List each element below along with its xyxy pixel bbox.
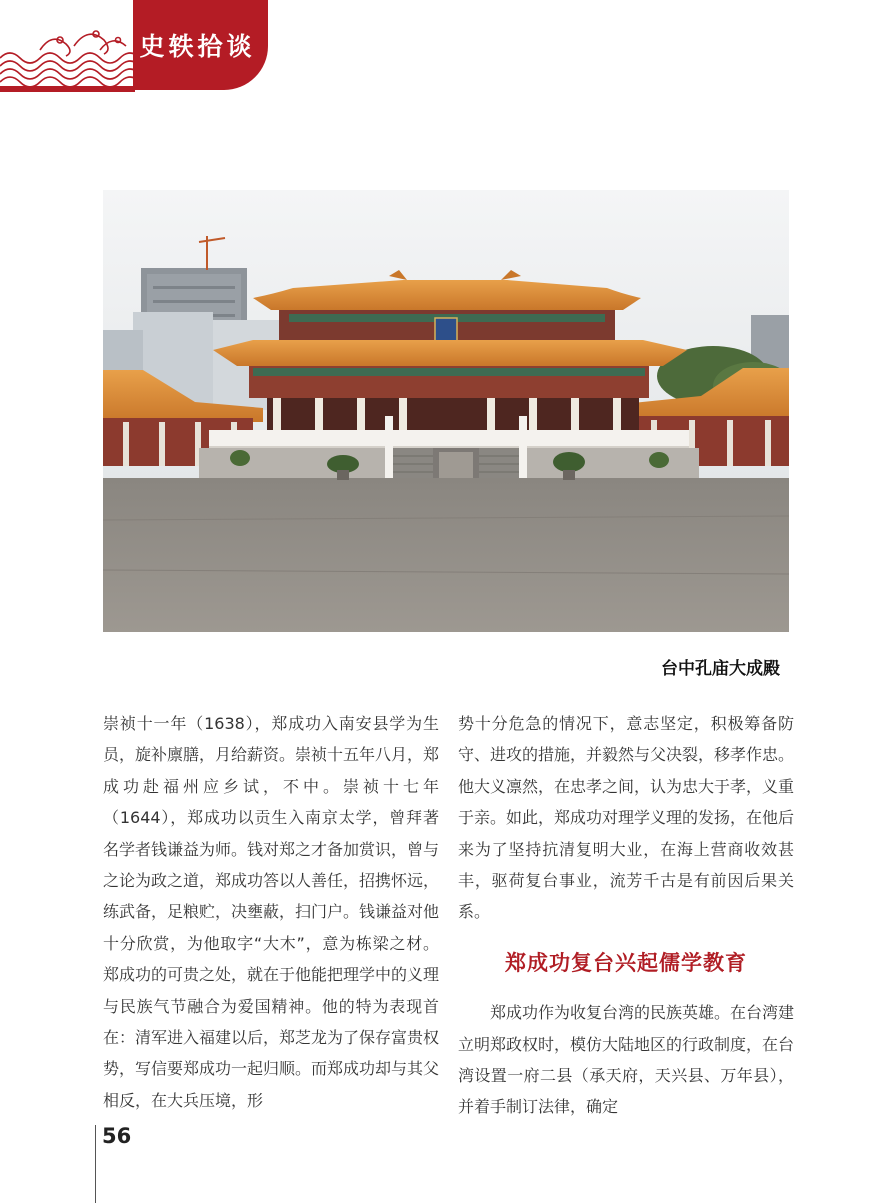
paragraph: 崇祯十一年（1638），郑成功入南安县学为生员，旋补廪膳，月给薪资。崇祯十五年八月，郑成功赴福州应乡试，不中。崇祯十七年（1644），郑成功以贡生入南京太学，曾拜著名学者钱谦益为师。钱对郑之才备加赏识，曾与之论为政之道，郑成功答以人善任，招携怀远，练武备，足粮贮，决壅蔽，扫门户。钱谦益对他十分欣赏，为他取字“大木”，意为栋梁之材。郑成功的可贵之处，就在于他能把理学中的义理与民族气节融合为爱国精神。他的特为表现首在：清军进入福建以后，郑芝龙为了保存富贵权势，写信要郑成功一起归顺。而郑成功却与其父相反，在大兵压境，形 [103, 714, 440, 1110]
temple-photo [103, 190, 789, 632]
section-header-tab [133, 0, 268, 90]
section-heading: 郑成功复台兴起儒学教育 [505, 950, 747, 975]
paragraph: 势十分危急的情况下，意志坚定，积极筹备防守、进攻的措施，并毅然与父决裂，移孝作忠。他大义凛然，在忠孝之间，认为忠大于孝，义重于亲。如此，郑成功对理学义理的发扬，在他后来为了坚持抗清复明大业，在海上营商收效甚丰，驱荷复台事业，流芳千古是有前因后果关系。 [458, 714, 795, 922]
page-number: 56 [102, 1124, 132, 1148]
figure-caption: 台中孔庙大成殿 [661, 659, 780, 679]
article-column-left [103, 708, 439, 1116]
article-column-right [458, 708, 794, 1123]
paragraph: 郑成功作为收复台湾的民族英雄。在台湾建立明郑政权时，模仿大陆地区的行政制度，在台湾设置一府二县（承天府，天兴县、万年县），并着手制订法律，确定 [458, 1003, 795, 1117]
wave-pattern-decoration [0, 0, 135, 92]
page-number-rule [95, 1125, 96, 1203]
section-title: 史轶拾谈 [139, 32, 256, 61]
